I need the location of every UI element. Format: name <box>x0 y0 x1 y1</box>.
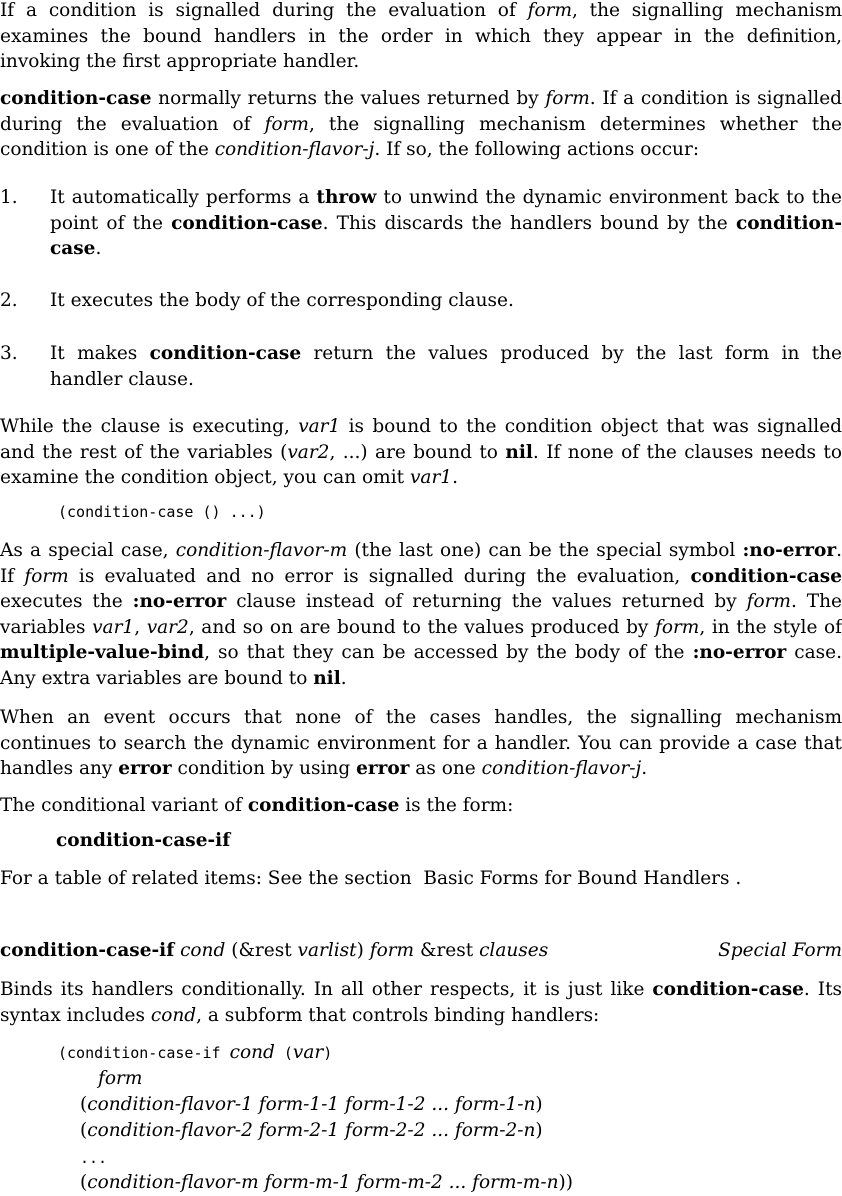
definition-kind: Special Form <box>718 940 842 961</box>
list-number: 3. <box>0 343 18 364</box>
intro-paragraph-2: condition-case normally returns the values returned by form. If a condition is signalled during the evaluation of form, the signalling mechanism determines whether the condition is one of the condition-flavor-j. If so, the following actions occur: <box>0 88 842 160</box>
binds-paragraph: Binds its handlers conditionally. In all other respects, it is just like condition-case. Its syntax includes cond, a subform that controls binding handlers: <box>0 979 842 1026</box>
special-case-paragraph: As a special case, condition-flavor-m (the last one) can be the special symbol :no-error. If form is evaluated and no error is signalled during the evaluation, condition-case executes the :no-error clause instead of returning the values returned by form. The variables var1, var2, and so on are bound to the values produced by form, in the style of multiple-value-bind, so that they can be accessed by the body of the :no-error case. Any extra variables are bound to nil. <box>0 540 842 689</box>
definition-signature: condition-case-if cond (&rest varlist) form &rest clauses <box>0 940 549 961</box>
list-item-text: It makes condition-case return the values produced by the last form in the handler clause. <box>50 343 842 390</box>
code-example-1: (condition-case () ...) <box>58 503 266 521</box>
while-paragraph: While the clause is executing, var1 is bound to the condition object that was signalled and the rest of the variables (var2, ...) are bound to nil. If none of the clauses needs to examine the condition object, you can omit var1. <box>0 416 842 488</box>
list-item-text: It automatically performs a throw to unwind the dynamic environment back to the point of the condition-case. This discards the handlers bound by the condition-case. <box>50 187 842 259</box>
code-line: (condition-flavor-m form-m-1 form-m-2 ... form-m-n)) <box>80 1172 573 1193</box>
code-line: (condition-case-if cond (var) <box>58 1042 333 1063</box>
code-line: (condition-flavor-1 form-1-1 form-1-2 ... form-1-n) <box>80 1094 543 1115</box>
event-paragraph: When an event occurs that none of the cases handles, the signalling mechanism continues to search the dynamic environment for a handler. You can provide a case that handles any error condition by using error as one condition-flavor-j. <box>0 707 842 779</box>
intro-paragraph-1: If a condition is signalled during the evaluation of form, the signalling mechanism examines the bound handlers in the order in which they appear in the definition, invoking the first appropriate handler. <box>0 0 842 72</box>
code-line: form <box>98 1068 143 1089</box>
code-line: (condition-flavor-2 form-2-1 form-2-2 ... form-2-n) <box>80 1120 543 1141</box>
related-items-line: For a table of related items: See the section Basic Forms for Bound Handlers . <box>0 868 742 889</box>
variant-name: condition-case-if <box>56 830 231 851</box>
code-line: ... <box>80 1149 108 1167</box>
variant-paragraph: The conditional variant of condition-case is the form: <box>0 795 514 816</box>
list-item-text: It executes the body of the corresponding clause. <box>50 290 514 311</box>
definition-header <box>0 938 842 964</box>
list-number: 2. <box>0 290 18 311</box>
list-number: 1. <box>0 187 18 208</box>
